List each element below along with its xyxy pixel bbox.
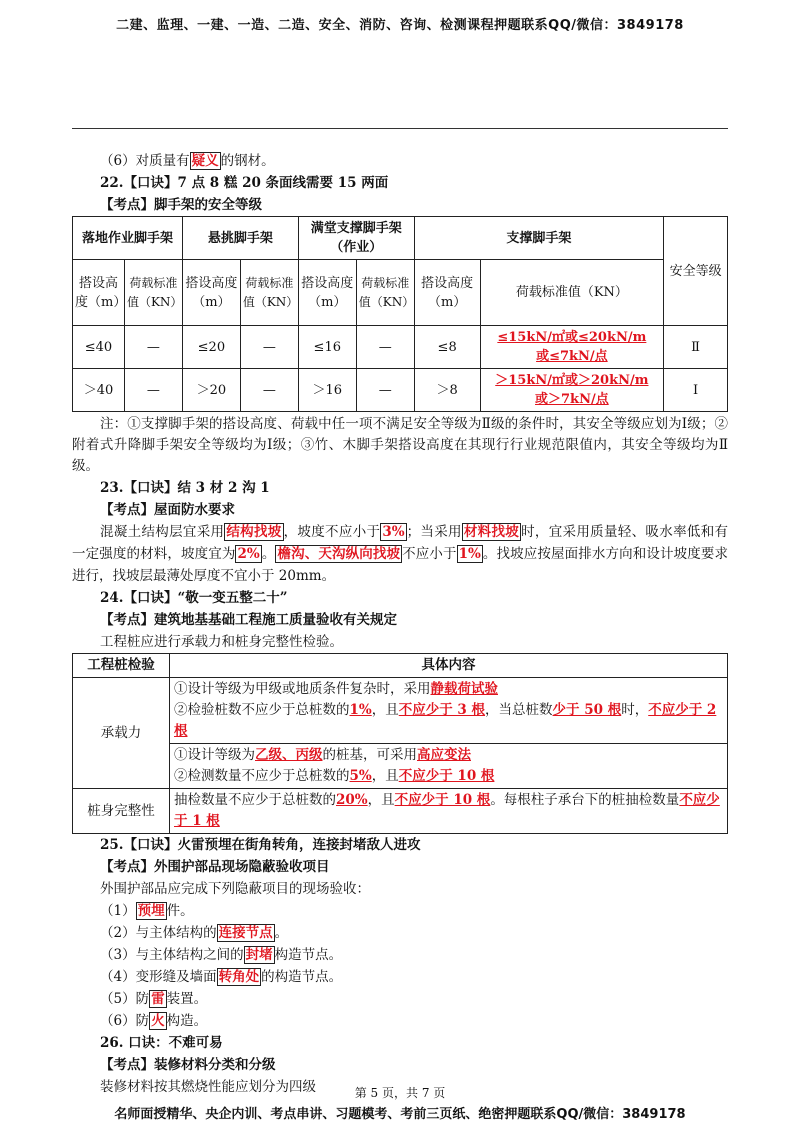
section-26-intro: 装修材料按其燃烧性能应划分为四级 (100, 1079, 316, 1095)
keyword: 3% (382, 524, 405, 540)
table-cell: — (356, 369, 414, 412)
table-cell: ＞8 (414, 369, 480, 412)
table-row (73, 789, 728, 834)
header-safety-level: 安全等级 (664, 217, 728, 326)
keyword: 结构找坡 (226, 524, 282, 540)
section-26-title: 26. 口诀：不难可易 (100, 1035, 223, 1051)
header-load: 荷载标准值（KN） (124, 260, 182, 326)
table-cell: ≤16 (298, 326, 356, 369)
section-23-body: 混凝土结构层宜采用 结构找坡 ，坡度不应小于 3% ；当采用 材料找坡 时，宜采用质量轻、吸水率低和有一定强度的材料，坡度宜为 2% 。 檐沟、天沟纵向找坡 不应小于 1% 。找坡应按屋面排水方向和设计坡度要求进行，找坡层最薄处厚度不宜小于 20mm。 (72, 524, 729, 584)
keyword: 连接节点 (218, 925, 273, 941)
keyword: 材料找坡 (463, 524, 520, 540)
keyword: 檐沟、天沟纵向找坡 (277, 546, 401, 562)
table-row (73, 369, 728, 412)
header-height: 搭设高度（m） (298, 260, 356, 326)
header-ground-scaffold: 落地作业脚手架 (73, 217, 183, 260)
list-item: （5）防 雷 装置。 (100, 991, 208, 1007)
table-cell: — (240, 326, 298, 369)
header-load: 荷载标准值（KN） (240, 260, 298, 326)
section-22-title: 22.【口诀】7 点 8 糕 20 条面线需要 15 两面 (100, 175, 389, 191)
table-cell: ≤40 (73, 326, 125, 369)
table-cell: ＞20 (182, 369, 240, 412)
table-row (73, 678, 728, 744)
table-row (73, 326, 728, 369)
section-23-title: 23.【口诀】结 3 材 2 沟 1 (100, 480, 270, 496)
keyword: 雷 (151, 991, 165, 1007)
header-pile-inspection: 工程桩检验 (73, 654, 170, 678)
table-cell: — (124, 326, 182, 369)
section-22-note: 注：①支撑脚手架的搭设高度、荷载中任一项不满足安全等级为Ⅱ级的条件时，其安全等级应划为Ⅰ级；②附着式升降脚手架安全等级均为Ⅰ级；③竹、木脚手架搭设高度在其现行行业规范限值内，其安全等级均为Ⅱ级。 (72, 416, 728, 474)
table-cell: — (240, 369, 298, 412)
section-25-intro: 外围护部品应完成下列隐蔽项目的现场验收： (100, 881, 370, 897)
keyword: 转角处 (218, 969, 260, 985)
table-cell: — (124, 369, 182, 412)
header-height: 搭设高度（m） (182, 260, 240, 326)
list-item: （1） 预埋 件。 (100, 903, 194, 919)
table-cell: ≤20 (182, 326, 240, 369)
header-full-support-scaffold: 满堂支撑脚手架（作业） (298, 217, 414, 260)
list-item: （3）与主体结构之间的 封堵 构造节点。 (100, 947, 343, 963)
header-load: 荷载标准值（KN） (480, 260, 664, 326)
section-24-point: 【考点】建筑地基基础工程施工质量验收有关规定 (100, 612, 397, 628)
list-item: （6）防 火 构造。 (100, 1013, 208, 1029)
page-header: 二建、监理、一建、一造、二造、安全、消防、咨询、检测课程押题联系QQ/微信：3849178 (116, 18, 684, 33)
table-cell: ＞16 (298, 369, 356, 412)
scaffold-safety-table (72, 216, 728, 412)
keyword: 火 (151, 1013, 165, 1029)
table-cell-load: ＞15kN/㎡或＞20kN/m 或＞7kN/点 (480, 369, 664, 412)
section-25-point: 【考点】外围护部品现场隐蔽验收项目 (100, 859, 330, 875)
section-24-title: 24.【口诀】“敬一变五整二十” (100, 590, 288, 606)
keyword: 2% (237, 546, 260, 562)
header-detail: 具体内容 (170, 654, 728, 678)
header-height: 搭设高度（m） (414, 260, 480, 326)
table-cell: ①设计等级为甲级或地质条件复杂时，采用静载荷试验 ②检验桩数不应少于总桩数的1%，且不应少于 3 根，当总桩数少于 50 根时，不应少于 2 根 (170, 678, 728, 744)
header-height: 搭设高度（m） (73, 260, 125, 326)
table-cell-level: Ⅰ (664, 369, 728, 412)
section-22-point: 【考点】脚手架的安全等级 (100, 197, 262, 213)
pile-inspection-table (72, 653, 728, 834)
table-cell: 抽检数量不应少于总桩数的20%，且不应少于 10 根。每根柱子承台下的桩抽检数量不应少于 1 根 (170, 789, 728, 834)
header-support-scaffold: 支撑脚手架 (414, 217, 663, 260)
category-bearing-capacity: 承载力 (73, 678, 170, 789)
header-cantilever-scaffold: 悬挑脚手架 (182, 217, 298, 260)
header-rule (72, 128, 728, 129)
keyword: 1% (458, 546, 481, 562)
table-cell: ≤8 (414, 326, 480, 369)
item-6: （6）对质量有 疑义 的钢材。 (100, 153, 275, 169)
section-23-point: 【考点】屋面防水要求 (100, 502, 235, 518)
section-25-title: 25.【口诀】火雷预埋在街角转角，连接封堵敌人进攻 (100, 837, 421, 853)
list-item: （2）与主体结构的 连接节点 。 (100, 925, 289, 941)
category-pile-integrity: 桩身完整性 (73, 789, 170, 834)
table-cell: ＞40 (73, 369, 125, 412)
keyword: 预埋 (137, 903, 165, 919)
table-cell-load: ≤15kN/㎡或≤20kN/m 或≤7kN/点 (480, 326, 664, 369)
section-24-intro: 工程桩应进行承载力和桩身完整性检验。 (100, 634, 343, 650)
list-item: （4）变形缝及墙面 转角处 的构造节点。 (100, 969, 343, 985)
section-26-point: 【考点】装修材料分类和分级 (100, 1057, 276, 1073)
page-number: 第 5 页，共 7 页 (354, 1086, 446, 1100)
keyword: 封堵 (245, 947, 273, 963)
header-load: 荷载标准值（KN） (356, 260, 414, 326)
page-footer: 名师面授精华、央企内训、考点串讲、习题模考、考前三页纸、绝密押题联系QQ/微信：3849178 (114, 1107, 686, 1122)
page-content (72, 150, 728, 1098)
table-cell: — (356, 326, 414, 369)
table-cell-level: Ⅱ (664, 326, 728, 369)
keyword: 疑义 (191, 153, 219, 169)
table-cell: ①设计等级为乙级、丙级的桩基，可采用高应变法 ②检测数量不应少于总桩数的5%，且不应少于 10 根 (170, 744, 728, 789)
table-row (73, 744, 728, 789)
